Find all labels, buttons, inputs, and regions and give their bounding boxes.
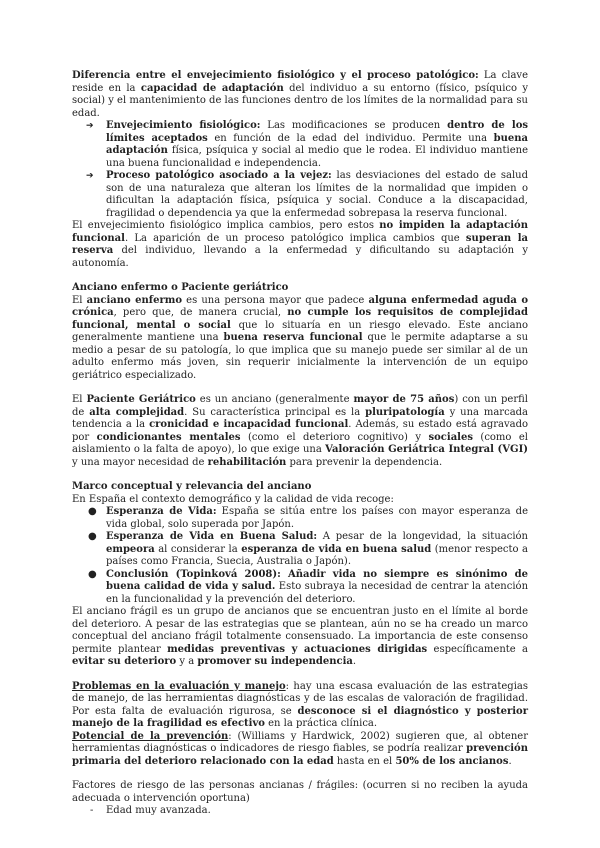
- text: es una persona mayor que padece: [182, 294, 369, 306]
- text: Edad muy avanzada.: [106, 805, 211, 816]
- text: A pesar de la longevidad, la situación: [317, 531, 528, 542]
- paragraph-conclusion: [72, 220, 528, 270]
- term: desconoce si el diagnóstico y posterior manejo de la fragilidad es efectivo: [72, 705, 528, 729]
- dash-list: [72, 805, 528, 818]
- text: La clave reside en la: [72, 70, 528, 94]
- list-item: [72, 170, 528, 220]
- term: no cumple los requisitos de complejidad funcional, mental o social: [72, 307, 529, 331]
- text: ) con un perfil de: [72, 394, 529, 418]
- text: es un anciano (generalmente: [195, 394, 354, 405]
- term: evitar su deterioro: [72, 656, 177, 667]
- term: promover su independencia: [197, 656, 353, 667]
- term: cronicidad e incapacidad funcional: [149, 419, 349, 430]
- term: prevención primaria del deterioro relacionado con la edad: [72, 743, 528, 767]
- term: Esperanza de Vida:: [106, 506, 217, 517]
- bullet-icon: ●: [88, 506, 97, 517]
- text: física, psíquica y social al medio que le rodea. El individuo mantiene una buena funcionalidad e independencia.: [106, 145, 528, 169]
- term: empeora: [106, 543, 155, 555]
- text: y una mayor necesidad de: [72, 456, 208, 468]
- document-page: [72, 70, 528, 818]
- term: Potencial de la prevención: [72, 730, 229, 742]
- term: esperanza de vida en buena salud: [241, 543, 432, 555]
- text: que le permite adaptarse a su medio a pesar de su patología, lo que implica que su manejo puede ser similar al de un adulto enfermo más joven, sin requerir inicialmente la intervención de un equipo geriátrico especializado.: [72, 332, 529, 381]
- paragraph-potencial: [72, 731, 528, 769]
- paragraph-factores: Factores de riesgo de las personas ancianas / frágiles: (ocurren si no reciben la ayuda adecuada o intervención oportuna): [72, 780, 528, 804]
- term: Conclusión (Topinková 2008): Añadir vida no siempre es sinónimo de buena calidad de vida y salud.: [106, 568, 528, 592]
- term: medidas preventivas y actuaciones dirigidas: [167, 643, 428, 655]
- text: El anciano frágil es un grupo de ancianos que se encuentran justo en el límite al borde del deterioro. A pesar de las estrategias que se plantean, aún no se ha creado un marco conceptual del anciano frágil totalmente consensuado. La importancia de este consenso permite plantear: [72, 606, 528, 655]
- text: : (Williams y Hardwick, 2002) sugieren que, al obtener herramientas diagnósticas o indicadores de riesgo fiables, se podría realizar: [72, 730, 528, 754]
- text: y a: [176, 656, 198, 667]
- text: y una marcada tendencia a la: [72, 406, 529, 430]
- term: Proceso patológico asociado a la vejez:: [106, 170, 332, 181]
- text: las desviaciones del estado de salud son de una naturaleza que alteran los límites de la normalidad que impiden o dificultan la adaptación física, psíquica y social. Conduce a la discapacidad, fragilidad o dependencia ya que la enfermedad sobrepasa la reserva funcional.: [106, 170, 528, 219]
- term: superan la reserva: [72, 232, 528, 256]
- term: rehabilitación: [207, 456, 287, 468]
- text: (como el aislamiento o la falta de apoyo), lo que exige una: [72, 431, 528, 455]
- list-item: [72, 531, 528, 569]
- text: (como el deterioro cognitivo) y: [240, 431, 429, 443]
- section-heading: Marco conceptual y relevancia del anciano: [72, 481, 312, 492]
- section-heading: Anciano enfermo o Paciente geriátrico: [72, 282, 289, 293]
- text: : hay una escasa evaluación de las estrategias de manejo, de las herramientas diagnósticas y de las escalas de valoración de fragilidad. Por esta falta de evaluación rigurosa, se: [72, 680, 528, 717]
- text: del individuo, llevando a la enfermedad y dificultando su adaptación y autonomía.: [72, 245, 528, 269]
- text: . La aparición de un proceso patológico implica cambios que: [124, 232, 466, 244]
- term: dentro de los límites aceptados: [106, 120, 529, 144]
- term: Valoración Geriátrica Integral (VGI): [325, 444, 528, 455]
- text: , pero que, de manera crucial,: [113, 307, 288, 318]
- list-item: [72, 506, 528, 531]
- paragraph-intro: [72, 70, 528, 120]
- term: buena adaptación: [106, 132, 528, 156]
- term: pluripatología: [365, 406, 445, 418]
- term: buena reserva funcional: [223, 332, 363, 343]
- bullet-icon: ●: [88, 531, 97, 542]
- text: .: [508, 755, 512, 767]
- paragraph-paciente-geriatrico: [72, 394, 528, 469]
- term: alta complejidad: [89, 406, 185, 418]
- term: anciano enfermo: [86, 294, 182, 306]
- list-item: [72, 120, 528, 170]
- list-item: [72, 569, 528, 607]
- text: (menor respecto a países como Francia, Suecia, Australia o Japón).: [106, 543, 528, 567]
- term: Envejecimiento fisiológico:: [106, 120, 261, 131]
- text: que lo situaría en un riesgo elevado. Este anciano generalmente mantiene una: [72, 319, 529, 343]
- text: hasta en el: [333, 755, 396, 767]
- term: Paciente Geriátrico: [86, 394, 196, 405]
- term: Esperanza de Vida en Buena Salud:: [106, 531, 318, 542]
- term: Problemas en la evaluación y manejo: [72, 680, 286, 692]
- paragraph-context: En España el contexto demográfico y la calidad de vida recoge:: [72, 493, 394, 505]
- text: El: [72, 394, 87, 405]
- text: Esto subraya la necesidad de centrar la atención en la funcionalidad y la prevención del deterioro.: [106, 581, 529, 605]
- text: para prevenir la dependencia.: [286, 456, 443, 468]
- list-item: [72, 805, 528, 818]
- text: . Además, su estado está agravado por: [72, 419, 529, 443]
- text: del individuo a su entorno (físico, psíquico y social) y el mantenimiento de las funciones dentro de los límites de la normalidad para su edad.: [72, 82, 528, 119]
- text: en función de la edad del individuo. Permite una: [207, 132, 494, 144]
- term: capacidad de adaptación: [140, 82, 284, 94]
- term: no impiden la adaptación funcional: [72, 220, 528, 244]
- term-diferencia: Diferencia entre el envejecimiento fisiológico y el proceso patológico:: [72, 70, 479, 81]
- text: El: [72, 294, 87, 306]
- term: alguna enfermedad aguda o crónica: [72, 294, 529, 318]
- term: 50% de los ancianos: [395, 755, 509, 767]
- text: específicamente a: [427, 643, 528, 655]
- text: España se sitúa entre los países con mayor esperanza de vida global, solo superada por Japón.: [106, 506, 528, 530]
- dash-icon: -: [90, 805, 94, 816]
- arrow-icon: ➔: [86, 171, 94, 181]
- text: .: [352, 656, 357, 667]
- bullet-list: [72, 506, 528, 606]
- text: . Su característica principal es la: [184, 406, 366, 418]
- term: mayor de 75 años: [353, 394, 455, 405]
- text: El envejecimiento fisiológico implica cambios, pero estos: [72, 220, 380, 231]
- text: Las modificaciones se producen: [260, 120, 448, 131]
- paragraph-anciano-fragil: [72, 606, 528, 669]
- term: condicionantes mentales: [96, 431, 241, 443]
- bullet-icon: ●: [88, 568, 97, 580]
- term: sociales: [428, 431, 473, 443]
- arrow-list: [72, 120, 528, 220]
- paragraph-anciano-enfermo: [72, 295, 528, 383]
- text: al considerar la: [154, 543, 242, 555]
- arrow-icon: ➔: [86, 121, 94, 131]
- paragraph-problemas: [72, 681, 528, 731]
- text: en la práctica clínica.: [264, 718, 378, 729]
